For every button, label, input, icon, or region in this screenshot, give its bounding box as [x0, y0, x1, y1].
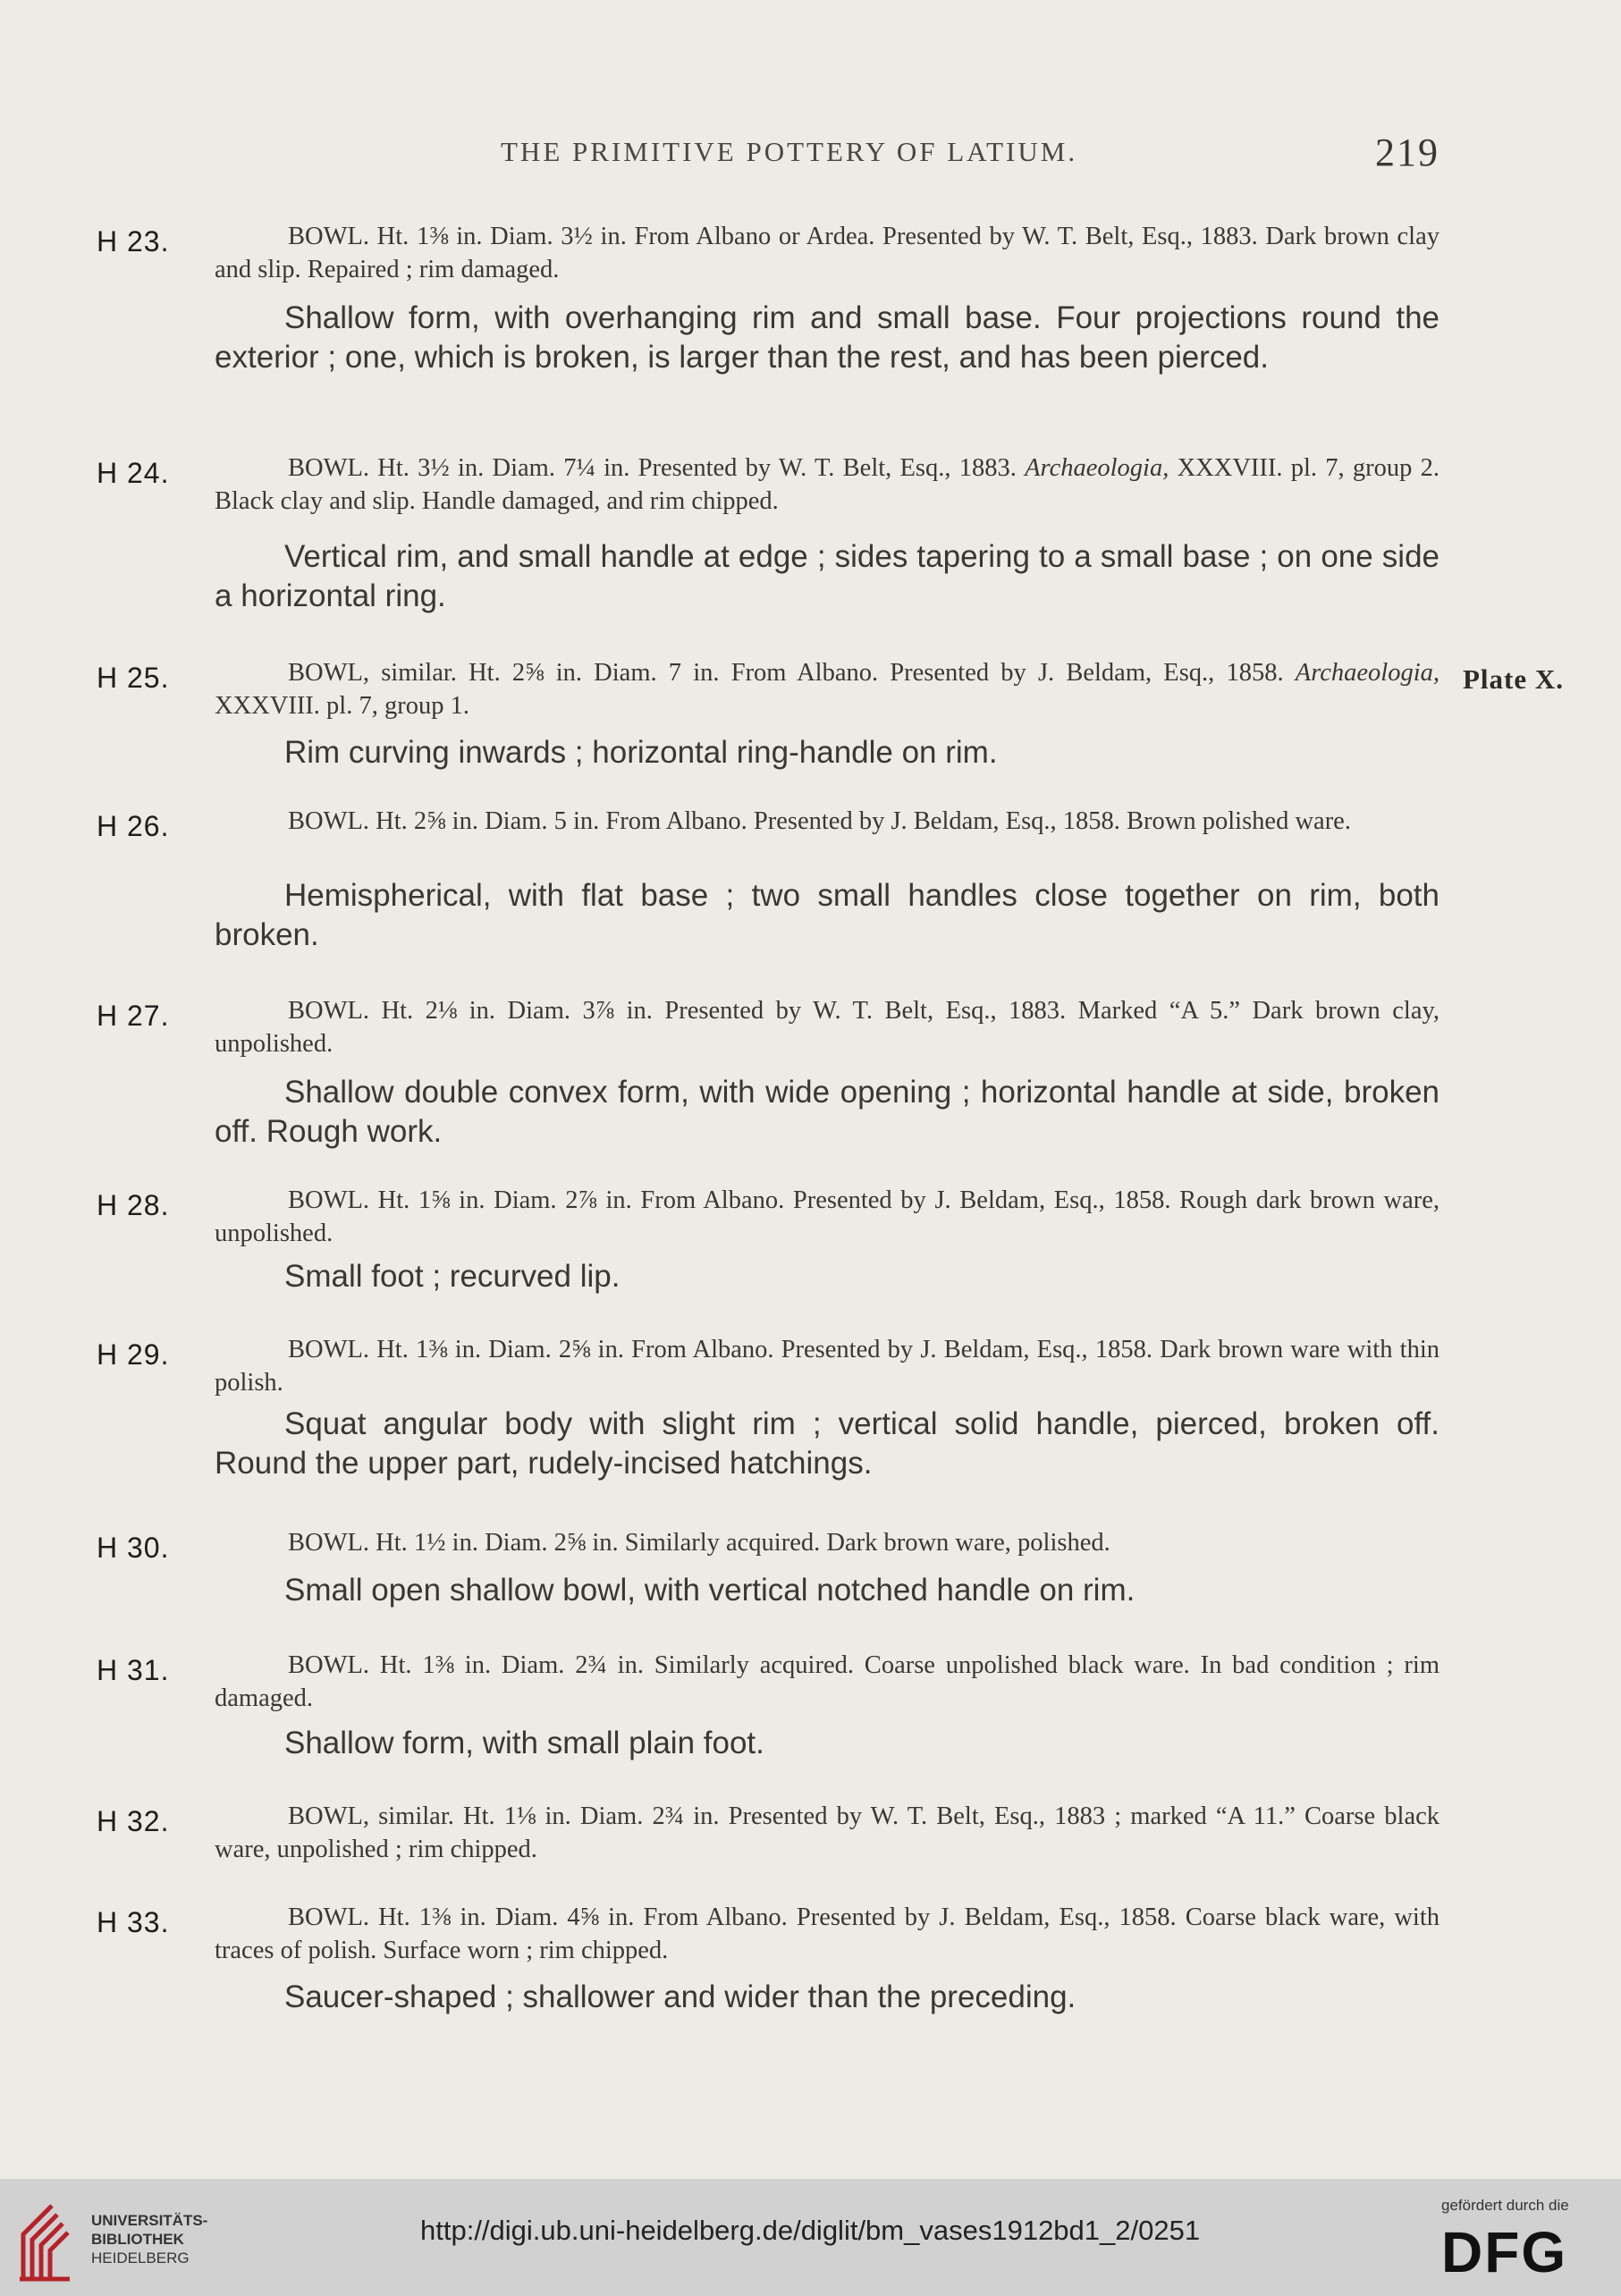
- university-library-logo: [16, 2199, 88, 2283]
- entry-description: Vertical rim, and small handle at edge ; sides tapering to a small base ; on one side a horizontal ring.: [215, 539, 1439, 613]
- entry-header: [215, 452, 1439, 518]
- entry-header-rest: XXXVIII. pl. 7, group 2. Black clay and slip. Handle damaged, and rim chipped.: [215, 454, 1440, 515]
- entry-description: Squat angular body with slight rim ; vertical solid handle, pierced, broken off. Round the upper part, rudely-incised hatchings.: [215, 1406, 1439, 1481]
- library-name: [91, 2211, 207, 2267]
- journal-title: Archaeologia,: [1025, 454, 1169, 482]
- entry-id: H 27.: [97, 1000, 170, 1032]
- entry-header: BOWL, similar. Ht. 1⅛ in. Diam. 2¾ in. Presented by W. T. Belt, Esq., 1883 ; marked “A 11.” Coarse black ware, unpolished ; rim chipped.: [215, 1802, 1439, 1863]
- viewer-footer: [0, 2179, 1621, 2296]
- entry-header: BOWL. Ht. 1½ in. Diam. 2⅝ in. Similarly acquired. Dark brown ware, polished.: [288, 1529, 1110, 1557]
- entry-description: Small foot ; recurved lip.: [284, 1259, 621, 1294]
- funded-by-label: gefördert durch die: [1441, 2197, 1569, 2214]
- entry-header-rest: XXXVIII. pl. 7, group 1.: [215, 692, 469, 720]
- entry-header-text: BOWL, similar. Ht. 2⅝ in. Diam. 7 in. From Albano. Presented by J. Beldam, Esq., 1858.: [288, 659, 1284, 687]
- entry-description: Rim curving inwards ; horizontal ring-handle on rim.: [284, 735, 998, 770]
- entry-description: Shallow form, with overhanging rim and small base. Four projections round the exterior ; one, which is broken, is larger than the rest, and has been pierced.: [215, 300, 1439, 375]
- entry-id: H 26.: [97, 810, 170, 842]
- entry-header: BOWL. Ht. 2⅛ in. Diam. 3⅞ in. Presented by W. T. Belt, Esq., 1883. Marked “A 5.” Dark brown clay, unpolished.: [215, 997, 1439, 1058]
- permalink-url[interactable]: http://digi.ub.uni-heidelberg.de/diglit/bm_vases1912bd1_2/0251: [420, 2215, 1201, 2246]
- entry-header: BOWL. Ht. 1⅜ in. Diam. 2¾ in. Similarly acquired. Coarse unpolished black ware. In bad condition ; rim damaged.: [215, 1651, 1439, 1712]
- entry-id: H 28.: [97, 1189, 170, 1221]
- entry-description: Shallow form, with small plain foot.: [284, 1726, 764, 1760]
- entry-description: Shallow double convex form, with wide opening ; horizontal handle at side, broken off. Rough work.: [215, 1075, 1439, 1149]
- entry-id: H 31.: [97, 1654, 170, 1686]
- entry-header: BOWL. Ht. 2⅝ in. Diam. 5 in. From Albano. Presented by J. Beldam, Esq., 1858. Brown polished ware.: [288, 807, 1351, 835]
- entry-header: [215, 656, 1439, 722]
- library-name-line: UNIVERSITÄTS-: [91, 2212, 208, 2229]
- entry-id: H 32.: [97, 1805, 170, 1837]
- running-head: THE PRIMITIVE POTTERY OF LATIUM.: [501, 136, 1078, 167]
- entry-id: H 29.: [97, 1338, 170, 1371]
- entry-description: Small open shallow bowl, with vertical notched handle on rim.: [284, 1573, 1136, 1608]
- entry-id: H 23.: [97, 225, 170, 257]
- journal-title: Archaeologia,: [1295, 659, 1439, 687]
- page-number: 219: [1375, 131, 1439, 174]
- plate-reference: Plate X.: [1463, 663, 1565, 695]
- library-name-line: HEIDELBERG: [91, 2250, 190, 2266]
- entry-header: BOWL. Ht. 1⅜ in. Diam. 3½ in. From Albano or Ardea. Presented by W. T. Belt, Esq., 1883. Dark brown clay and slip. Repaired ; rim damaged.: [215, 223, 1439, 283]
- entry-header: BOWL. Ht. 1⅝ in. Diam. 2⅞ in. From Albano. Presented by J. Beldam, Esq., 1858. Rough dark brown ware, unpolished.: [215, 1186, 1439, 1247]
- dfg-logo: DFG: [1441, 2220, 1568, 2284]
- entry-id: H 33.: [97, 1906, 170, 1938]
- library-name-line: BIBLIOTHEK: [91, 2231, 184, 2248]
- entry-id: H 30.: [97, 1532, 170, 1564]
- entry-description: Hemispherical, with flat base ; two small handles close together on rim, both broken.: [215, 878, 1439, 952]
- entry-id: H 24.: [97, 457, 170, 489]
- entry-id: H 25.: [97, 662, 170, 694]
- entry-header: BOWL. Ht. 1⅜ in. Diam. 4⅝ in. From Albano. Presented by J. Beldam, Esq., 1858. Coarse black ware, with traces of polish. Surface worn ; rim chipped.: [215, 1903, 1439, 1964]
- entry-description: Saucer-shaped ; shallower and wider than the preceding.: [284, 1979, 1076, 2014]
- entry-header-text: BOWL. Ht. 3½ in. Diam. 7¼ in. Presented by W. T. Belt, Esq., 1883.: [288, 454, 1017, 482]
- entry-header: BOWL. Ht. 1⅜ in. Diam. 2⅝ in. From Albano. Presented by J. Beldam, Esq., 1858. Dark brown ware with thin polish.: [215, 1336, 1439, 1397]
